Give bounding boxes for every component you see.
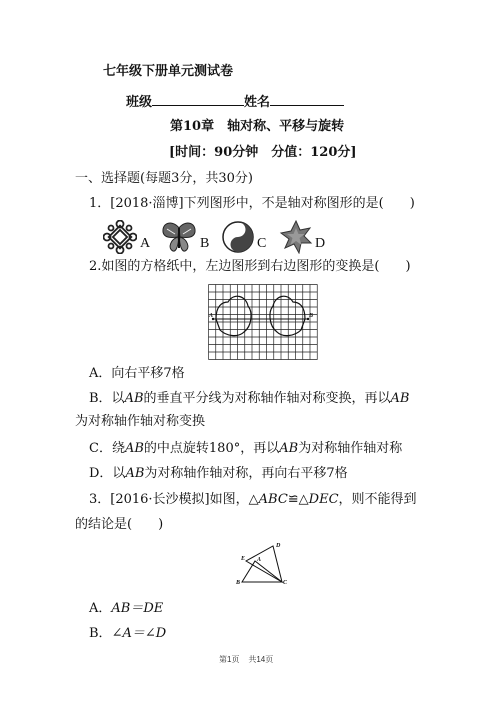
q2-grid-figure (208, 284, 318, 360)
q2-option-b-cont: 为对称轴作轴对称变换 (75, 414, 206, 429)
q3-text-cont: 的结论是( ) (75, 517, 164, 532)
paper-title: 七年级下册单元测试卷 (103, 64, 234, 79)
chapter-title: 第10章 轴对称、平移与旋转 (170, 119, 345, 134)
q1-text: 1．[2018·淄博]下列图形中，不是轴对称图形的是( ) (89, 196, 415, 211)
section-note: (每题3分，共30分) (140, 171, 253, 186)
q1-option-d[interactable]: D (315, 236, 326, 251)
q2-fig-label-a: A (209, 313, 214, 319)
section-heading (75, 170, 253, 188)
page-footer (219, 654, 273, 665)
q3-option-b[interactable]: B．∠A＝∠D (89, 626, 167, 641)
q2-option-d[interactable]: D．以AB为对称轴作轴对称，再向右平移7格 (89, 466, 348, 481)
q3-label-a: A (257, 557, 262, 563)
yin-yang-icon (221, 220, 255, 254)
q2-option-a[interactable]: A．向右平移7格 (89, 366, 185, 381)
star-badge-icon (279, 220, 313, 254)
q2-option-c[interactable]: C．绕AB的中点旋转180°，再以AB为对称轴作轴对称 (89, 441, 403, 456)
q2-text: 2.如图的方格纸中，左边图形到右边图形的变换是( ) (89, 259, 411, 274)
q1-option-a[interactable]: A (140, 236, 151, 251)
class-field (126, 91, 344, 112)
butterfly-icon (161, 220, 197, 254)
q3-label-e: E (241, 556, 246, 562)
q2-fig-label-b: B (309, 313, 314, 319)
q3-text: 3．[2016·长沙模拟]如图，△ABC≌△DEC，则不能得到 (89, 492, 417, 507)
class-label: 班级 (126, 95, 153, 110)
q1-option-b[interactable]: B (200, 236, 210, 251)
name-label: 姓名 (244, 95, 271, 110)
exam-meta: [时间：90分钟 分值：120分] (169, 145, 357, 160)
q1-option-c[interactable]: C (257, 236, 267, 251)
page-total: 共14页 (248, 655, 274, 664)
name-blank[interactable] (270, 91, 344, 106)
q3-label-c: C (283, 580, 288, 586)
q2-option-b[interactable]: B．以AB的垂直平分线为对称轴作轴对称变换，再以AB (89, 391, 410, 406)
page-number: 第1页 (219, 655, 240, 664)
chinese-knot-icon (103, 220, 137, 254)
class-blank[interactable] (152, 91, 244, 106)
q3-label-b: B (236, 580, 241, 586)
q3-option-a[interactable]: A．AB＝DE (89, 601, 164, 616)
section-title: 一、选择题 (75, 171, 141, 186)
q3-label-d: D (276, 543, 281, 549)
q1-options (103, 220, 423, 256)
